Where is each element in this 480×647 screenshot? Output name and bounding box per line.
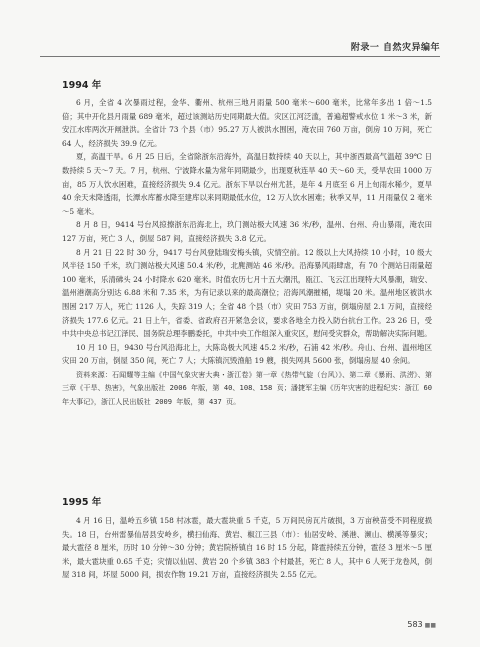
paragraph-1994-typhoon-9414: 8 月 8 日，9414 号台风掠擦浙东沿海北上，玖门测站极大风速 36 米/秒，温州、台州、舟山暴雨，淹农田 127 万亩，死亡 3 人，倒屋 587 间，直接经济损失 3.8 亿元。 xyxy=(62,220,432,243)
section-1995-body xyxy=(62,514,432,582)
paragraph-1994-june-floods: 6 月，全省 4 次暴雨过程，金华、衢州、杭州三地月雨量 500 毫米～600 毫米，比常年多出 1 倍～1.5 倍；其中开化县月雨量 689 毫米，超过该测站历史同期最大值。灾区江河泛滥，普遍超警戒水位 1 米～3 米，新安江水库两次开闸泄洪。全省计 73 个县（市）95.27 万人被洪水围困，淹农田 760 万亩，倒房 10 万间，死亡 64 人，经济损失 39.9 亿元。 xyxy=(62,98,432,148)
section-1994-body xyxy=(62,96,432,409)
header-rule xyxy=(40,56,440,57)
source-note-1994: 资料来源：石闻耀等主编《中国气象灾害大典・浙江卷》第一章《热带气旋（台风）》、第二章《暴雨、洪涝》、第三章《干旱、热害》，气象出版社 2006 年版，第 40、108、158 页；潘捷军主编《历年灾害的进程纪实：浙江 60 年大事记》，浙江人民出版社 2009 年版，第 437 页。 xyxy=(62,369,432,407)
page-number-mark: ■■ xyxy=(424,622,436,629)
paragraph-1994-typhoon-9430: 10 月 10 日，9430 号台风沿海北上，大陈岛极大风速 45.2 米/秒，石浦 42 米/秒。舟山、台州、温州地区灾田 20 万亩，倒屋 350 间，死亡 7 人；大陈镇沉毁渔船 19 艘，损失网具 5600 张，倒塌房屋 40 余间。 xyxy=(62,342,432,366)
paragraph-1995-hailstorms: 4 月 16 日，温岭五乡镇 158 村冰雹，最大雹块重 5 千克，5 万间民房瓦片破损，3 万亩秧苗受不同程度损失。18 日，台州雷暴仙居县安岭乡，横扫仙海、黄岩、椒江三县（市）：仙居安岭、溪港、濒山、横溪等暴灾；最大雹径 8 厘米，历时 10 分钟～30 分钟；黄岩院桥镇自 16 时 15 分起，降雹持续五分钟，雹径 3 厘米～5 厘米，最大雹块重 0.65 千克；灾情以仙居、黄岩 20 个乡镇 383 个村最甚，死亡 8 人，其中 6 人死于龙卷风，倒屋 318 间，坏屋 5000 间，损农作物 19.21 万亩，直接经济损失 2.55 亿元。 xyxy=(62,516,432,580)
paragraph-1994-summer-drought: 夏，高温干旱。6 月 25 日后，全省除浙东沿海外，高温日数持续 40 天以上，其中浙西最高气温超 39℃ 日数持续 5 天～7 天。7 月，杭州、宁波降水量为常年同期最少，出现夏秋连旱 40 天～60 天，受旱农田 1000 万亩，85 万人饮水困难，直接经济损失 9.4 亿元。浙东下旱以台州尤甚，是年 4 月底至 6 月上旬雨水稀少，夏旱 40 余天未降透雨，长潭水库蓄水降至建库以来同期最低水位，12 万人饮水困难；秋季又旱，11 月雨量仅 2 毫米～5 毫米。 xyxy=(62,152,432,216)
page-number xyxy=(407,620,436,629)
year-heading-1995: 1995 年 xyxy=(62,497,102,508)
page-number-text: 583 xyxy=(407,620,423,629)
year-heading-1994: 1994 年 xyxy=(62,80,102,91)
running-header: 附录一 自然灾异编年 xyxy=(350,43,440,53)
paragraph-1994-typhoon-9417: 8 月 21 日 22 时 30 分，9417 号台风登陆瑞安梅头镇，灾情空前。12 级以上大风持续 10 小时，10 级大风半径 150 千米，玖门测站极大风速 50.4 米/秒，北麂测站 46 米/秒。沿海暴风雨肆虐，有 70 个测站日雨量超 100 毫米，乐清砩头 24 小时降水 620 毫米。时值农历七月十五大潮汛，瓯江、飞云江出现特大风暴潮，瑞安、温州港潮高分别达 6.88 米和 7.35 米，为有记录以来的最高潮位；沿海风潮摧桶，堤塌 20 米。温州地区被洪水围困 217 万人，死亡 1126 人，失踪 319 人；全省 48 个县（市）灾田 753 万亩，倒塌房屋 2.1 万间，直接经济损失 177.6 亿元。21 日上午，省委、省政府召开紧急会议，要求各地全力投入防台抗台工作。23 26 日，受中共中央总书记江泽民、国务院总理李鹏委托，中共中央工作组深入重灾区，慰问受灾群众，帮助解决实际问题。 xyxy=(62,247,432,339)
